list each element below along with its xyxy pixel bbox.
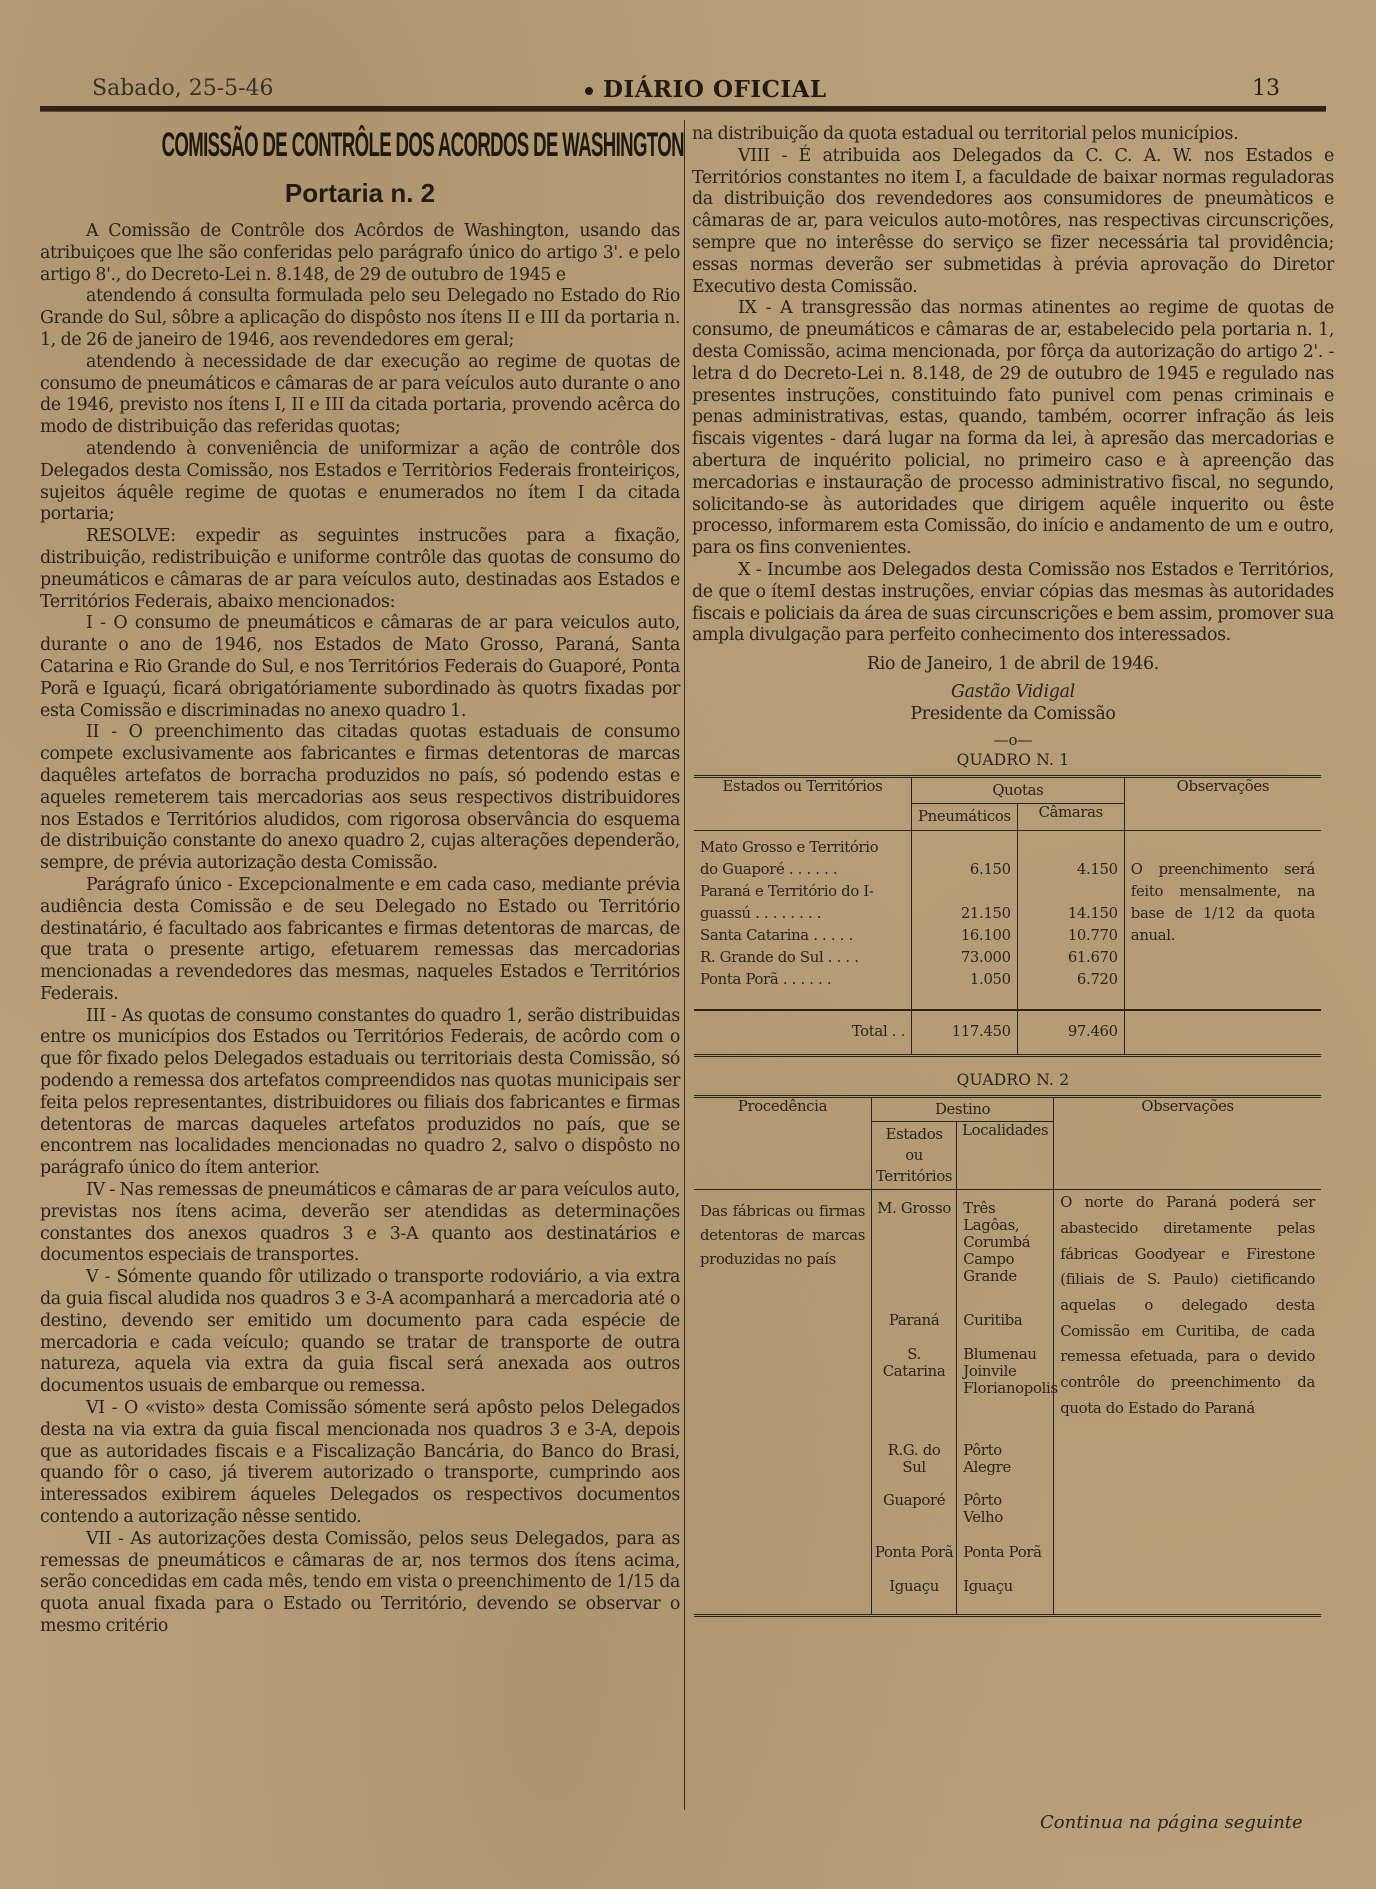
pneumaticos-value: 6.150 — [969, 861, 1011, 879]
paragraph: VIII - É atribuida aos Delegados da C. C. A. W. nos Estados e Territórios constantes no item I, a faculdade de baixar normas reguladoras da distribuição dos revendedores aos consumidores de pneumàticos e câmaras de ar, para veiculos auto-motôres, nas respectivas circunscrições, sempre que no interêsse do serviço se fizer necessária tal providência; essas normas deverão ser submetidas à prévia aprovação do Diretor Executivo desta Comissão. — [692, 145, 1334, 297]
place-date: Rio de Janeiro, 1 de abril de 1946. — [866, 654, 1160, 675]
state-name: R. Grande do Sul . . . . — [700, 949, 859, 967]
left-column — [40, 120, 684, 1638]
destino-localidade: Iguaçu — [963, 1578, 1013, 1596]
camaras-value: 14.150 — [1067, 905, 1118, 923]
quadro1-title: QUADRO N. 1 — [956, 751, 1070, 770]
quadro2-title: QUADRO N. 2 — [956, 1071, 1070, 1090]
masthead — [40, 76, 1326, 106]
quadro2-observacao-cell: O norte do Paraná poderá ser abastecido diretamente pelas fábricas Goodyear e Firestone (filiais de S. Paulo) cietificando aquelas o delegado desta Comissão em Curitiba, de cada remessa efetuada, para o devido contrôle do preenchimento da quota do Estado do Paraná — [1054, 1190, 1321, 1616]
paragraph: atendendo á consulta formulada pelo seu Delegado no Estado do Rio Grande do Sul, sôbre a aplicação do dispôsto nos ítens II e III da portaria n. 1, de 26 de janeiro de 1946, aos revendedores em geral; — [40, 286, 680, 350]
camaras-value: 10.770 — [1067, 927, 1118, 945]
paragraph: IV - Nas remessas de pneumáticos e câmaras de ar para veículos auto, previstas nos ítens acima, deverão ser atendidas as determinações constantes dos anexos quadros 3 e 3-A quanto aos destinatários e documentos especiais de transportes. — [40, 1180, 680, 1266]
newspaper-title — [585, 76, 827, 103]
total-pneumaticos: 117.450 — [912, 1010, 1018, 1056]
right-column — [692, 124, 1334, 1617]
paragraph: III - As quotas de consumo constantes do quadro 1, serão distribuidas entre os municípios dos Estados ou Territórios Federais, de acôrdo com o que fôr fixado pelos Delegados estaduais ou territoriais desta Comissão, só podendo a remessa dos artefatos compreendidos nas quotas municipais ser feita pelos representantes, distribuidores ou filiais dos fabricantes e firmas detentoras de marcas daqueles artefatos produzidos no país, que se encontrem nas localidades mencionadas no quadro 2, salvo o dispôsto no parágrafo único do ítem anterior. — [40, 1005, 680, 1179]
camaras-value: 61.670 — [1067, 949, 1118, 967]
pneumaticos-value: 1.050 — [969, 971, 1011, 989]
issue-date: Sabado, 25-5-46 — [92, 76, 274, 101]
quadro1-observacao: O preenchimento será feito mensalmente, na base de 1/12 da quota anual. — [1130, 861, 1315, 945]
paragraph: atendendo à conveniência de uniformizar a ação de contrôle dos Delegados desta Comissão, nos Estados e Territòrios Federais fronteiriços, sujeitos áquêle regime de quotas e enumerados no ítem I da citada portaria; — [40, 438, 680, 525]
paragraph: A Comissão de Contrôle dos Acôrdos de Washington, usando das atribuiçoes que lhe são conferidas pelo parágrafo único do artigo 3'. e pelo artigo 8'., do Decreto-Lei n. 8.148, de 29 de outubro de 1945 e — [40, 221, 680, 285]
destino-localidade: Ponta Porã — [963, 1544, 1042, 1562]
header-camaras: Câmaras — [1017, 804, 1124, 831]
paragraph: Parágrafo único - Excepcionalmente e em cada caso, mediante prévia audiência desta Comissão e de seu Delegado no Estado ou Território destinatário, é facultado aos fabricantes e firmas detentoras de marcas, de que trata o presente artigo, efetuarem remessas das mercadorias mencionadas a revendedores das mesmas, naqueles Estados e Territórios Federais. — [40, 874, 680, 1004]
header-estados: Estados ou Territórios — [694, 777, 912, 831]
signatory-role: Presidente da Comissão — [910, 704, 1116, 725]
header-destino: Destino — [872, 1097, 1054, 1122]
portaria-heading: Portaria n. 2 — [284, 178, 436, 208]
paragraph: II - O preenchimento das citadas quotas estaduais de consumo compete exclusivamente aos fabricantes e firmas detentoras de marcas daquêles artefatos de borracha produzidos no país, só podendo estas e aqueles remeterem tais mercadorias aos seus respectivos distribuidores nos Estados e Territórios aludidos, com rigorosa observância do esquema de distribuição constante do anexo quadro 2, cujas alterações dependerão, sempre, de prévia autorização desta Comissão. — [40, 722, 680, 874]
state-name: Mato Grosso e Território — [700, 839, 879, 857]
bullet-icon — [585, 87, 593, 95]
paragraph: X - Incumbe aos Delegados desta Comissão nos Estados e Territórios, de que o ítemI destas instruções, enviar cópias das mesmas às autoridades fiscais e policiais da área de suas circunscrições e bem assim, promover sua ampla divulgação para perfeito conhecimento dos interessados. — [692, 559, 1334, 646]
header-observacoes: Observações — [1124, 777, 1321, 831]
paragraph: V - Sómente quando fôr utilizado o transporte rodoviário, a via extra da guia fiscal aludida nos quadros 3 e 3-A acompanhará a mercadoria até o destino, devendo ser emitido um documento para cada espécie de mercadoria e cada veículo; quando se tratar de transporte de outra natureza, aquela via extra da guia fiscal será anexada aos outros documentos usuais de embarque ou remessa. — [40, 1267, 680, 1397]
header-estados: Estados ou Territórios — [872, 1122, 957, 1190]
destino-estado: Iguaçu — [889, 1578, 939, 1596]
paragraph: I - O consumo de pneumáticos e câmaras de ar para veiculos auto, durante o ano de 1946, nos Estados de Mato Grosso, Paraná, Santa Catarina e Rio Grande do Sul, e nos Territórios Federais do Guaporé, Ponta Porã e Iguaçú, ficará obrigatóriamente subordinado às quotrs fixadas por esta Comissão e discriminadas no anexo quadro 1. — [40, 613, 680, 721]
state-name: do Guaporé . . . . . . — [700, 861, 838, 879]
quadro1-pneumaticos-cell — [912, 831, 1018, 1011]
signature-block — [692, 653, 1334, 725]
state-name: Santa Catarina . . . . . — [700, 927, 853, 945]
destino-estados-cell — [872, 1190, 957, 1616]
section-title: COMISSÃO DE CONTRÔLE DOS ACORDOS DE WASHINGTON — [161, 126, 684, 164]
header-localidades: Localidades — [957, 1122, 1054, 1190]
quadro1-states-cell — [694, 831, 912, 1011]
destino-localidade: Três Lagôas, Corumbá Campo Grande — [963, 1200, 1031, 1286]
quadro1-table — [694, 775, 1321, 1057]
camaras-value: 6.720 — [1076, 971, 1118, 989]
paragraph: VII - As autorizações desta Comissão, pelos seus Delegados, para as remessas de pneumáticos e câmaras de ar, nos termos dos ítens acima, serão concedidas em cada mês, tendo em vista o preenchimento de 1/15 da quota anual fixada para o Estado ou Território, devendo se observar o mesmo critério — [40, 1528, 680, 1636]
destino-localidade: Pôrto Velho — [963, 1492, 1003, 1527]
destino-localidade: Curitiba — [963, 1312, 1023, 1330]
total-label: Total . . — [694, 1010, 912, 1056]
destino-localidades-cell — [957, 1190, 1058, 1616]
state-name: Ponta Porã . . . . . . — [700, 971, 832, 989]
state-name: Paraná e Território do I- — [700, 883, 874, 901]
pneumaticos-value: 21.150 — [960, 905, 1011, 923]
paragraph: IX - A transgressão das normas atinentes ao regime de quotas de consumo, de pneumáticos e câmaras de ar, estabelecido pela portaria n. 1, desta Comissão, acima mencionada, por fôrça da autorização do artigo 2'. - letra d do Decreto-Lei n. 8.148, de 29 de outubro de 1945 e regulado nas presentes instruções, constituindo fato punivel com penas criminais e penas administrativas, estas, quando, também, ocorrer infração ás leis fiscais vigentes - dará lugar na forma da lei, à apresão das mercadorias e abertura de inquérito policial, no primeiro caso e à apreenção das mercadorias e instauração de processo administrativo fiscal, no segundo, solicitando-se às autoridades que dirigem aquêle inquerito ou êste processo, informarem esta Comissão, do início e andamento de um e outro, para os fins convenientes. — [692, 298, 1334, 559]
paragraph: VI - O «visto» desta Comissão sómente será apôsto pelos Delegados desta na via extra da guia fiscal mencionada nos quadros 3 e 3-A, depois que as autoridades fiscais e a Fiscalização Bancária, do Banco do Brasi, quando fôr o caso, já tiverem autorizado o transporte, cumprindo aos interessados exibirem áqueles Delegados os respectivos documentos contendo a autorização nêsse sentido. — [40, 1398, 680, 1528]
continued-paragraph: na distribuição da quota estadual ou territorial pelos municípios. — [692, 124, 1239, 144]
quadro2-table — [694, 1095, 1321, 1617]
destino-estado: S. Catarina — [882, 1346, 946, 1381]
signatory-name: Gastão Vidigal — [951, 682, 1075, 703]
newspaper-name: DIÁRIO OFICIAL — [603, 76, 827, 103]
paragraph: atendendo à necessidade de dar execução ao regime de quotas de consumo de pneumáticos e câmaras de ar para veículos auto durante o ano de 1946, previsto nos ítens I, II e III da citada portaria, provendo acêrca do modo de distribuição das referidas quotas; — [40, 351, 680, 438]
masthead-rule — [40, 106, 1326, 112]
header-procedencia: Procedência — [694, 1097, 872, 1190]
procedencia-cell: Das fábricas ou firmas detentoras de marcas produzidas no país — [700, 1203, 865, 1269]
separator: —o— — [993, 731, 1033, 750]
quadro1-observacao-cell — [1124, 831, 1321, 1011]
column-divider — [684, 120, 685, 1810]
quadro1-camaras-cell — [1017, 831, 1124, 1011]
page-number: 13 — [1252, 76, 1280, 101]
header-pneumaticos: Pneumáticos — [912, 804, 1018, 831]
header-quotas: Quotas — [912, 777, 1125, 804]
camaras-value: 4.150 — [1076, 861, 1118, 879]
destino-localidade: Blumenau Joinvile Florianopolis — [963, 1346, 1058, 1398]
destino-estado: Guaporé — [882, 1492, 946, 1510]
paragraph: RESOLVE: expedir as seguintes instrucões para a fixação, distribuição, redistribuição e uniforme contrôle das quotas de consumo do pneumáticos e câmaras de ar para veículos auto, destinadas aos Estados e Territórios Federais, abaixo mencionados: — [40, 526, 680, 612]
destino-estado: Ponta Porã — [874, 1544, 954, 1562]
destino-estado: M. Grosso — [877, 1200, 951, 1218]
continuation-note: Continua na página seguinte — [1040, 1812, 1303, 1833]
destino-localidade: Pôrto Alegre — [963, 1442, 1011, 1477]
destino-estado: R.G. do Sul — [887, 1442, 941, 1477]
header-observacoes: Observações — [1054, 1097, 1321, 1190]
destino-estado: Paraná — [888, 1312, 940, 1330]
pneumaticos-value: 16.100 — [960, 927, 1011, 945]
state-name: guassú . . . . . . . . — [700, 905, 822, 923]
total-empty — [1124, 1010, 1321, 1056]
total-camaras: 97.460 — [1017, 1010, 1124, 1056]
pneumaticos-value: 73.000 — [960, 949, 1011, 967]
